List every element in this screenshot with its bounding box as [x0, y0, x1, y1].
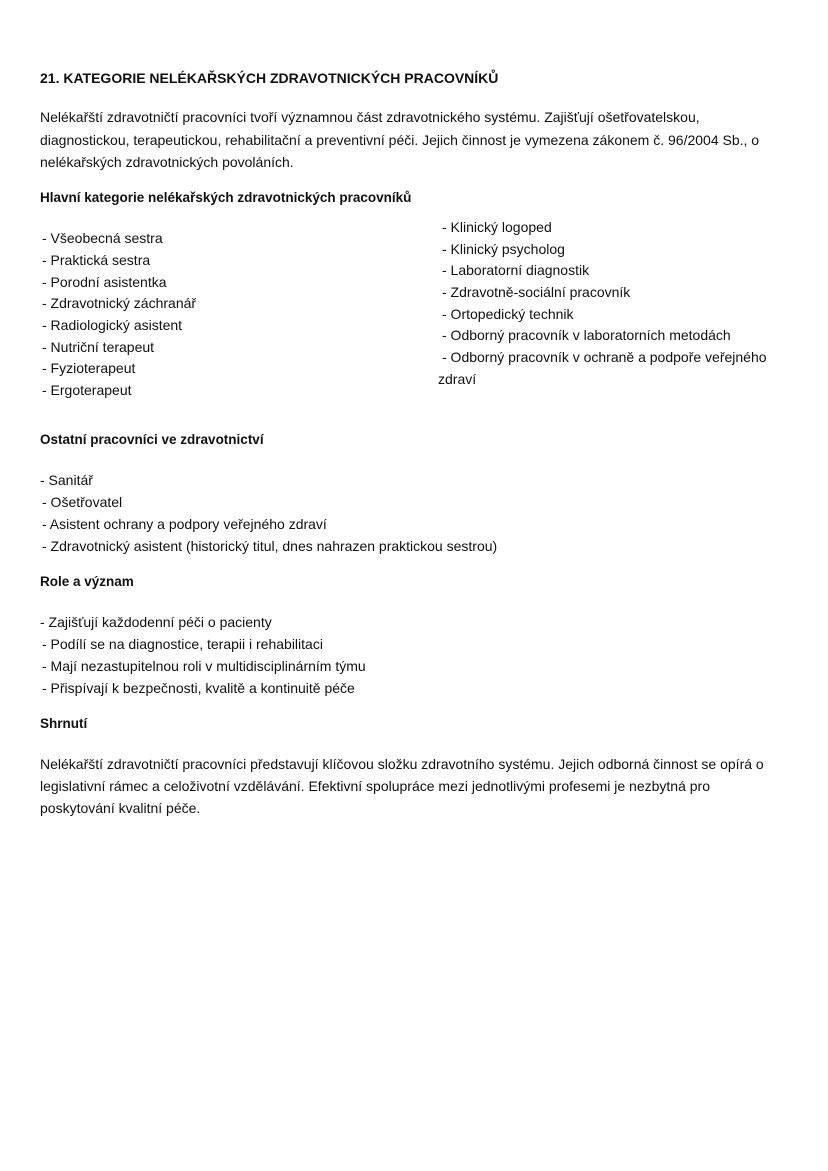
summary-line: Nelékařští zdravotničtí pracovníci představují klíčovou složku zdravotního systému. Jejich odborná činnost se opírá o — [40, 756, 764, 772]
list-item: - Zdravotně-sociální pracovník — [442, 284, 631, 300]
list-item: - Asistent ochrany a podpory veřejného zdraví — [42, 516, 327, 532]
list-item: - Ošetřovatel — [42, 494, 123, 510]
summary-line: legislativní rámec a celoživotní vzdělávání. Efektivní spolupráce mezi jednotlivými profesemi je nezbytná pro — [40, 778, 710, 794]
intro-line: Nelékařští zdravotničtí pracovníci tvoří významnou část zdravotnického systému. Zajišťují ošetřovatelskou, — [40, 109, 700, 125]
list-item: - Mají nezastupitelnou roli v multidisciplinárním týmu — [42, 658, 366, 674]
summary-line: poskytování kvalitní péče. — [40, 800, 201, 816]
list-item: - Klinický logoped — [442, 219, 552, 235]
role-heading: Role a význam — [40, 574, 134, 589]
list-item: - Praktická sestra — [42, 252, 151, 268]
list-item: - Podílí se na diagnostice, terapii i rehabilitaci — [42, 636, 323, 652]
main-categories-heading: Hlavní kategorie nelékařských zdravotnických pracovníků — [40, 190, 412, 205]
list-item: - Zajišťují každodenní péči o pacienty — [40, 614, 272, 630]
list-item: - Přispívají k bezpečnosti, kvalitě a kontinuitě péče — [42, 680, 355, 696]
list-item: - Všeobecná sestra — [42, 230, 163, 246]
list-item: - Zdravotnický asistent (historický titul, dnes nahrazen praktickou sestrou) — [42, 538, 498, 554]
intro-line: nelékařských zdravotnických povoláních. — [40, 154, 294, 170]
document-title: 21. KATEGORIE NELÉKAŘSKÝCH ZDRAVOTNICKÝCH PRACOVNÍKŮ — [40, 70, 499, 86]
list-item: - Odborný pracovník v laboratorních metodách — [442, 327, 731, 343]
list-item: - Ortopedický technik — [442, 306, 574, 322]
list-item: - Odborný pracovník v ochraně a podpoře veřejného — [442, 349, 767, 365]
list-item: - Nutriční terapeut — [42, 339, 155, 355]
other-workers-heading: Ostatní pracovníci ve zdravotnictví — [40, 432, 264, 447]
list-item-continuation: zdraví — [438, 371, 477, 387]
list-item: - Porodní asistentka — [42, 274, 167, 290]
summary-heading: Shrnutí — [40, 716, 88, 731]
list-item: - Zdravotnický záchranář — [42, 295, 197, 311]
list-item: - Radiologický asistent — [42, 317, 183, 333]
list-item: - Ergoterapeut — [42, 382, 132, 398]
intro-line: diagnostickou, terapeutickou, rehabilitační a preventivní péči. Jejich činnost je vymezena zákonem č. 96/2004 Sb., o — [40, 132, 760, 148]
list-item: - Laboratorní diagnostik — [442, 262, 590, 278]
list-item: - Fyzioterapeut — [42, 360, 136, 376]
list-item: - Klinický psycholog — [442, 241, 565, 257]
list-item: - Sanitář — [40, 472, 93, 488]
